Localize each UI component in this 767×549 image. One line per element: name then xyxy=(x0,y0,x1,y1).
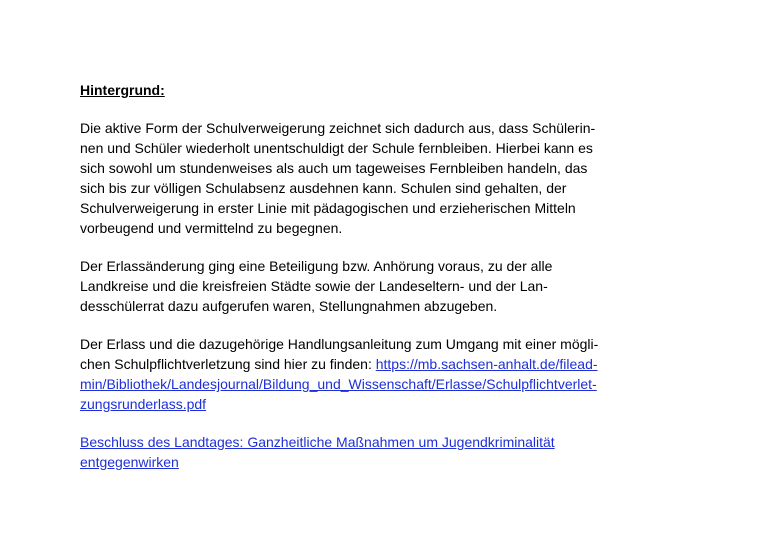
text-line: Die aktive Form der Schulverweigerung zeichnet sich dadurch aus, dass Schülerin- xyxy=(80,120,596,136)
decree-pdf-link-end[interactable]: zungsrunderlass.pdf xyxy=(80,396,207,412)
landtag-resolution-link[interactable]: Beschluss des Landtages: Ganzheitliche Maßnahmen um Jugendkriminalität xyxy=(80,434,555,450)
text-line xyxy=(80,354,640,374)
text-line: vorbeugend und vermittelnd zu begegnen. xyxy=(80,220,343,236)
text-line: Der Erlassänderung ging eine Beteiligung bzw. Anhörung voraus, zu der alle xyxy=(80,258,553,274)
text-fragment: chen Schulpflichtverletzung sind hier zu finden: xyxy=(80,356,376,372)
text-line: desschülerrat dazu aufgerufen waren, Stellungnahmen abzugeben. xyxy=(80,298,498,314)
text-line xyxy=(80,394,640,414)
text-line: Schulverweigerung in erster Linie mit pädagogischen und erzieherischen Mitteln xyxy=(80,200,576,216)
paragraph-decree xyxy=(80,334,640,414)
decree-pdf-link[interactable]: https://mb.sachsen-anhalt.de/filead- xyxy=(375,356,598,372)
decree-pdf-link-continued[interactable]: min/Bibliothek/Landesjournal/Bildung_und_Wissenschaft/Erlasse/Schulpflichtverlet- xyxy=(80,376,597,392)
text-line: Landkreise und die kreisfreien Städte sowie der Landeseltern- und der Lan- xyxy=(80,278,548,294)
text-line: sich sowohl um stundenweises als auch um tageweises Fernbleiben handeln, das xyxy=(80,160,588,176)
section-heading: Hintergrund: xyxy=(80,82,165,98)
text-line: Der Erlass und die dazugehörige Handlungsanleitung zum Umgang mit einer mögli- xyxy=(80,336,599,352)
paragraph-landtag-link xyxy=(80,432,640,472)
text-line xyxy=(80,374,640,394)
landtag-resolution-link-continued[interactable]: entgegenwirken xyxy=(80,454,179,470)
text-line xyxy=(80,432,640,452)
text-line: sich bis zur völligen Schulabsenz ausdehnen kann. Schulen sind gehalten, der xyxy=(80,180,567,196)
document-page xyxy=(80,80,640,490)
text-line: nen und Schüler wiederholt unentschuldigt der Schule fernbleiben. Hierbei kann es xyxy=(80,140,593,156)
paragraph-background xyxy=(80,118,640,238)
paragraph-consultation xyxy=(80,256,640,316)
text-line xyxy=(80,452,640,472)
